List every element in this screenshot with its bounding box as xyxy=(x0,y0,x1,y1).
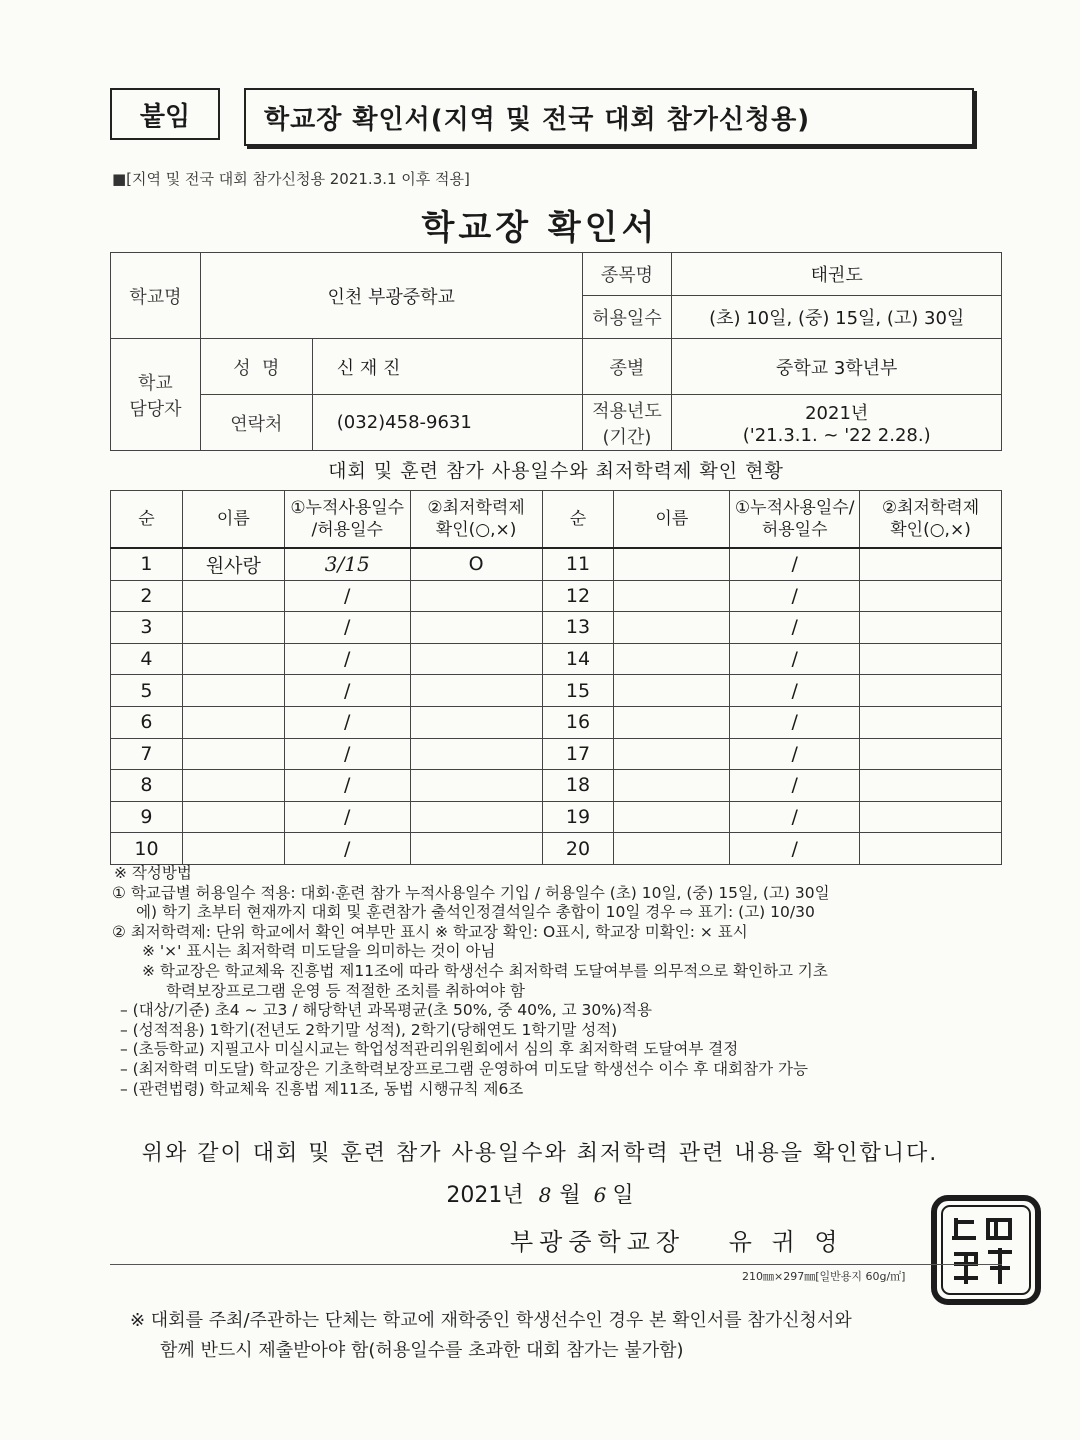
days-used-allowed-cell: / xyxy=(730,738,860,770)
table-row xyxy=(111,580,1002,612)
min-academic-check-cell xyxy=(860,548,1002,580)
divider-line xyxy=(110,1264,1002,1265)
min-academic-check-cell xyxy=(860,738,1002,770)
days-used-allowed-cell: / xyxy=(730,801,860,833)
issue-date xyxy=(0,1178,1080,1209)
min-academic-check-cell xyxy=(860,706,1002,738)
row-number-cell: 9 xyxy=(111,801,183,833)
year-label-line2: (기간) xyxy=(602,426,652,448)
category-label: 종별 xyxy=(582,339,672,395)
contact-value: (032)458-9631 xyxy=(312,395,582,451)
row-number-cell: 19 xyxy=(542,801,614,833)
row-number-cell: 6 xyxy=(111,706,183,738)
note-line: – (초등학교) 지필고사 미실시교는 학업성적관리위원회에서 심의 후 최저학력 도달여부 결정 xyxy=(120,1040,739,1059)
header-name: 이름 xyxy=(182,491,284,549)
header-check-line2: 확인(○,×) xyxy=(435,520,517,540)
row-number-cell: 15 xyxy=(542,675,614,707)
athlete-name-cell xyxy=(182,612,284,644)
note-line: – (성적적용) 1학기(전년도 2학기말 성적), 2학기(당해연도 1학기말 성적) xyxy=(120,1020,618,1039)
note-line: ② 최저학력제: 단위 학교에서 확인 여부만 표시 ※ 학교장 확인: O표시, 학교장 미확인: × 표시 xyxy=(112,922,748,941)
note-line: – (대상/기준) 초4 ~ 고3 / 해당학년 과목평균(초 50%, 중 40%, 고 30%)적용 xyxy=(120,1001,652,1020)
table-row xyxy=(111,675,1002,707)
athlete-name-cell xyxy=(614,770,730,802)
manager-label-line2: 담당자 xyxy=(129,398,182,420)
header-days-line1: ①누적사용일수 xyxy=(290,498,405,518)
principal-signature-line xyxy=(510,1222,844,1257)
note-line: ① 학교급별 허용일수 적용: 대회·훈련 참가 누적사용일수 기입 / 허용일수 (초) 10일, (중) 15일, (고) 30일 xyxy=(112,883,830,902)
note-line: 에) 학기 초부터 현재까지 대회 및 훈련참가 출석인정결석일수 총합이 10일 경우 ⇨ 표기: (고) 10/30 xyxy=(136,903,815,922)
paper-size-note: 210㎜×297㎜[일반용지 60g/㎡] xyxy=(742,1270,906,1283)
min-academic-check-cell xyxy=(860,643,1002,675)
info-table xyxy=(110,252,1002,451)
table-row xyxy=(111,548,1002,580)
note-line: 학력보장프로그램 운영 등 적절한 조치를 취하여야 함 xyxy=(166,981,525,1000)
athlete-name-cell xyxy=(182,706,284,738)
header-check-right xyxy=(860,491,1002,549)
attachment-tag: 붙임 xyxy=(110,88,220,140)
row-number-cell: 8 xyxy=(111,770,183,802)
row-number-cell: 17 xyxy=(542,738,614,770)
header-no: 순 xyxy=(111,491,183,549)
min-academic-check-cell xyxy=(860,770,1002,802)
days-used-allowed-cell: / xyxy=(730,770,860,802)
table-row xyxy=(111,738,1002,770)
header-check-right-line1: ②최저학력제 xyxy=(881,498,980,518)
days-used-allowed-cell: / xyxy=(730,706,860,738)
header-days-right-line2: 허용일수 xyxy=(761,520,828,540)
year-label-line1: 적용년도 xyxy=(592,400,662,422)
row-number-cell: 3 xyxy=(111,612,183,644)
page-title: 학교장 확인서 xyxy=(421,208,659,248)
days-used-allowed-cell: / xyxy=(730,580,860,612)
days-used-allowed-cell: 3/15 xyxy=(284,548,410,580)
note-line: – (최저학력 미도달) 학교장은 기초학력보장프로그램 운영하여 미도달 학생선수 이수 후 대회참가 가능 xyxy=(120,1059,808,1078)
note-line: ※ '×' 표시는 최저학력 미도달을 의미하는 것이 아님 xyxy=(142,942,496,961)
header-days-right-line1: ①누적사용일수/ xyxy=(734,498,855,518)
athlete-name-cell xyxy=(182,801,284,833)
row-number-cell: 16 xyxy=(542,706,614,738)
manager-label-line1: 학교 xyxy=(138,372,173,394)
min-academic-check-cell xyxy=(410,801,542,833)
athlete-name-cell xyxy=(182,738,284,770)
row-number-cell: 14 xyxy=(542,643,614,675)
athlete-name-cell xyxy=(614,548,730,580)
principal-title: 부광중학교장 xyxy=(510,1228,686,1256)
year-value-line1: 2021년 xyxy=(805,403,869,424)
athlete-name-cell xyxy=(182,833,284,865)
date-day: 6 xyxy=(593,1183,607,1207)
note-line: ※ 학교장은 학교체육 진흥법 제11조에 따라 학생선수 최저학력 도달여부를 의무적으로 확인하고 기초 xyxy=(142,961,828,980)
days-used-allowed-cell: / xyxy=(730,643,860,675)
school-label: 학교명 xyxy=(111,253,201,339)
contact-label: 연락처 xyxy=(200,395,312,451)
athlete-name-cell xyxy=(614,738,730,770)
days-used-allowed-cell: / xyxy=(284,612,410,644)
athlete-name-cell: 원사랑 xyxy=(182,548,284,580)
table-row xyxy=(111,706,1002,738)
confirmation-statement: 위와 같이 대회 및 훈련 참가 사용일수와 최저학력 관련 내용을 확인합니다. xyxy=(141,1141,939,1166)
allowed-days-value: (초) 10일, (중) 15일, (고) 30일 xyxy=(672,296,1002,339)
submission-note xyxy=(130,1306,1010,1366)
min-academic-check-cell xyxy=(410,612,542,644)
min-academic-check-cell xyxy=(410,675,542,707)
athlete-name-cell xyxy=(614,580,730,612)
athlete-name-cell xyxy=(614,643,730,675)
header-days xyxy=(284,491,410,549)
days-used-allowed-cell: / xyxy=(284,801,410,833)
min-academic-check-cell xyxy=(410,580,542,612)
header-no-right: 순 xyxy=(542,491,614,549)
section-title: 대회 및 훈련 참가 사용일수와 최저학력제 확인 현황 xyxy=(328,460,784,482)
min-academic-check-cell xyxy=(410,770,542,802)
table-row xyxy=(111,801,1002,833)
allowed-days-label: 허용일수 xyxy=(582,296,672,339)
days-used-allowed-cell: / xyxy=(730,833,860,865)
footer-line: 함께 반드시 제출받아야 함(허용일수를 초과한 대회 참가는 불가함) xyxy=(160,1340,684,1361)
manager-label xyxy=(111,339,201,451)
row-number-cell: 12 xyxy=(542,580,614,612)
row-number-cell: 7 xyxy=(111,738,183,770)
writing-instructions xyxy=(112,864,1012,1099)
athlete-name-cell xyxy=(182,580,284,612)
usage-table xyxy=(110,490,1002,865)
table-row xyxy=(111,770,1002,802)
min-academic-check-cell xyxy=(860,801,1002,833)
note-heading: ※ 작성방법 xyxy=(114,864,192,882)
name-label: 성 명 xyxy=(200,339,312,395)
event-value: 태권도 xyxy=(672,253,1002,296)
name-value: 신 재 진 xyxy=(312,339,582,395)
min-academic-check-cell xyxy=(410,706,542,738)
row-number-cell: 5 xyxy=(111,675,183,707)
header-check xyxy=(410,491,542,549)
days-used-allowed-cell: / xyxy=(284,675,410,707)
athlete-name-cell xyxy=(182,770,284,802)
school-value: 인천 부광중학교 xyxy=(200,253,582,339)
row-number-cell: 2 xyxy=(111,580,183,612)
principal-name: 유 귀 영 xyxy=(728,1228,844,1256)
date-month-unit: 월 xyxy=(559,1183,581,1208)
row-number-cell: 20 xyxy=(542,833,614,865)
athlete-name-cell xyxy=(182,643,284,675)
header-days-line2: /허용일수 xyxy=(311,520,383,540)
athlete-name-cell xyxy=(614,675,730,707)
row-number-cell: 10 xyxy=(111,833,183,865)
date-month: 8 xyxy=(538,1183,552,1207)
days-used-allowed-cell: / xyxy=(284,833,410,865)
min-academic-check-cell xyxy=(410,833,542,865)
table-row xyxy=(111,612,1002,644)
year-value-line2: ('21.3.1. ~ '22 2.28.) xyxy=(742,425,931,446)
row-number-cell: 11 xyxy=(542,548,614,580)
header-name-right: 이름 xyxy=(614,491,730,549)
min-academic-check-cell xyxy=(860,833,1002,865)
header-check-right-line2: 확인(○,×) xyxy=(890,520,971,540)
applicability-note: ■[지역 및 전국 대회 참가신청용 2021.3.1 이후 적용] xyxy=(112,170,470,188)
note-line: – (관련법령) 학교체육 진흥법 제11조, 동법 시행규칙 제6조 xyxy=(120,1079,524,1098)
row-number-cell: 18 xyxy=(542,770,614,802)
row-number-cell: 4 xyxy=(111,643,183,675)
category-value: 중학교 3학년부 xyxy=(672,339,1002,395)
header-days-right xyxy=(730,491,860,549)
table-row xyxy=(111,833,1002,865)
document-heading: 학교장 확인서(지역 및 전국 대회 참가신청용) xyxy=(244,88,974,146)
days-used-allowed-cell: / xyxy=(284,738,410,770)
days-used-allowed-cell: / xyxy=(284,706,410,738)
days-used-allowed-cell: / xyxy=(730,675,860,707)
min-academic-check-cell xyxy=(860,580,1002,612)
date-day-unit: 일 xyxy=(612,1183,634,1208)
min-academic-check-cell xyxy=(860,612,1002,644)
min-academic-check-cell xyxy=(860,675,1002,707)
row-number-cell: 1 xyxy=(111,548,183,580)
table-row xyxy=(111,643,1002,675)
year-label xyxy=(582,395,672,451)
days-used-allowed-cell: / xyxy=(730,612,860,644)
days-used-allowed-cell: / xyxy=(730,548,860,580)
min-academic-check-cell xyxy=(410,643,542,675)
days-used-allowed-cell: / xyxy=(284,643,410,675)
row-number-cell: 13 xyxy=(542,612,614,644)
usage-table-body xyxy=(111,548,1002,864)
athlete-name-cell xyxy=(614,833,730,865)
athlete-name-cell xyxy=(614,612,730,644)
athlete-name-cell xyxy=(182,675,284,707)
min-academic-check-cell xyxy=(410,738,542,770)
year-value xyxy=(672,395,1002,451)
footer-line: ※ 대회를 주최/주관하는 단체는 학교에 재학중인 학생선수인 경우 본 확인서를 참가신청서와 xyxy=(130,1310,852,1331)
days-used-allowed-cell: / xyxy=(284,770,410,802)
days-used-allowed-cell: / xyxy=(284,580,410,612)
athlete-name-cell xyxy=(614,801,730,833)
event-label: 종목명 xyxy=(582,253,672,296)
min-academic-check-cell: O xyxy=(410,548,542,580)
date-year: 2021년 xyxy=(446,1183,524,1208)
school-seal-stamp xyxy=(926,1192,1046,1308)
header-check-line1: ②최저학력제 xyxy=(427,498,525,518)
athlete-name-cell xyxy=(614,706,730,738)
